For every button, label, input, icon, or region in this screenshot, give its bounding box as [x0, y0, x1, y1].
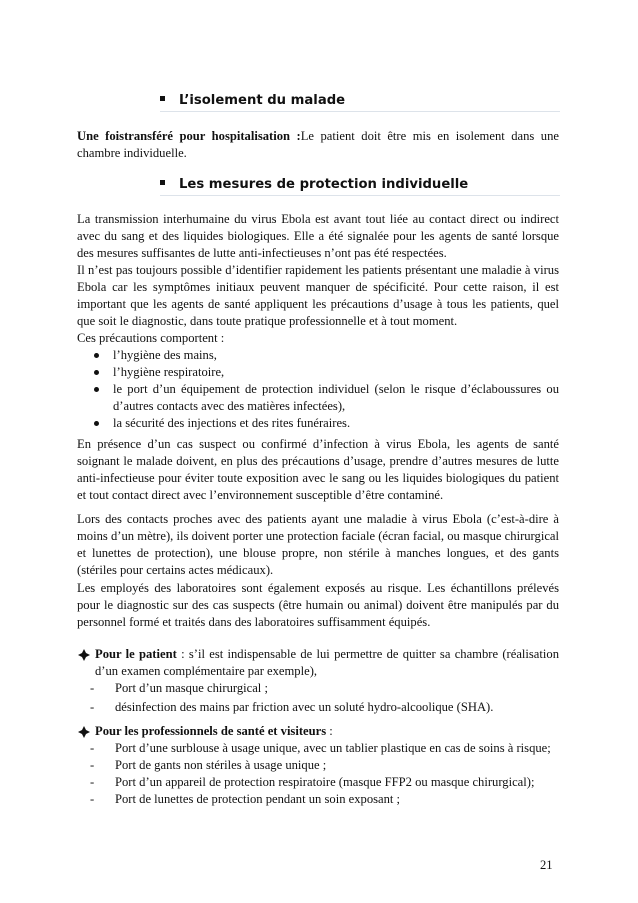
list-item: le port d’un équipement de protection individuel (selon le risque d’éclaboussures ou d’autres contacts avec des matières infectées), [77, 381, 559, 415]
list-item: l’hygiène respiratoire, [77, 364, 559, 381]
list-item: - Port d’un appareil de protection respiratoire (masque FFP2 ou masque chirurgical); [90, 775, 535, 789]
isolation-lead: Une foistransféré pour hospitalisation : [77, 129, 301, 143]
patient-text: : s’il est indispensable de lui permettre de quitter sa chambre (réalisation d’un examen complémentaire par exemple), [95, 647, 559, 678]
professionals-measures [95, 723, 559, 740]
list-item: - Port d’un masque chirurgical ; [90, 681, 268, 695]
list-item: - désinfection des mains par friction avec un soluté hydro-alcoolique (SHA). [90, 700, 494, 714]
bullet-icon [94, 421, 99, 426]
section-heading-isolation [160, 93, 560, 112]
patient-items-list [90, 680, 560, 716]
isolation-text: Le patient doit être mis en isolement dans une chambre individuelle. [77, 129, 559, 160]
protection-paragraph-5: Les employés des laboratoires sont également exposés au risque. Les échantillons prélevés pour le diagnostic sur des cas suspects (être humain ou animal) doivent être manipulés par du personnel formé et traités dans des laboratoires suffisamment équipés. [77, 581, 559, 629]
protection-paragraph-2: Il n’est pas toujours possible d’identifier rapidement les patients présentant une maladie à virus Ebola car les symptômes initiaux peuvent manquer de spécificité. Pour cette raison, il est important que les agents de santé appliquent les précautions d’usage à tous les patients, quel que soit le diagnostic, dans toute pratique professionnelle et à tout moment. [77, 263, 559, 328]
protection-paragraph-3: En présence d’un cas suspect ou confirmé d’infection à virus Ebola, les agents de santé soignant le malade doivent, en plus des précautions d’usage, prendre d’autres mesures de lutte anti-infectieuse pour éviter toute exposition avec le sang ou les liquides biologiques du patient et tout contact direct avec l’environnement susceptible d’être contaminé. [77, 437, 559, 502]
precautions-intro: Ces précautions comportent : [77, 331, 225, 345]
professionals-label: Pour les professionnels de santé et visiteurs [95, 724, 327, 738]
list-item: l’hygiène des mains, [77, 347, 559, 364]
professionals-items-list [90, 740, 560, 808]
square-bullet-icon [160, 180, 165, 185]
diamond-bullet-icon [78, 726, 90, 738]
page-number: 21 [540, 858, 553, 872]
diamond-bullet-icon [78, 649, 90, 661]
square-bullet-icon [160, 96, 165, 101]
isolation-paragraph [77, 128, 559, 162]
heading-text: L’isolement du malade [179, 93, 346, 108]
list-item: - Port de gants non stériles à usage unique ; [90, 758, 327, 772]
section-heading-protection [160, 177, 560, 196]
list-item: - Port de lunettes de protection pendant un soin exposant ; [90, 792, 401, 806]
list-item: la sécurité des injections et des rites funéraires. [77, 415, 559, 432]
precautions-list [77, 347, 559, 432]
bullet-icon [94, 370, 99, 375]
professionals-text: : [326, 724, 333, 738]
patient-measures [95, 646, 559, 680]
protection-paragraph-4: Lors des contacts proches avec des patients ayant une maladie à virus Ebola (c’est-à-dire à moins d’un mètre), ils doivent porter une protection faciale (écran facial, ou masque chirurgical et lunettes de protection), une blouse propre, non stérile à manches longues, et des gants (stériles pour certains actes médicaux). [77, 512, 559, 577]
bullet-icon [94, 353, 99, 358]
patient-label: Pour le patient [95, 647, 177, 661]
bullet-icon [94, 387, 99, 392]
list-item: - Port d’une surblouse à usage unique, avec un tablier plastique en cas de soins à risque; [90, 741, 551, 755]
protection-paragraph-1: La transmission interhumaine du virus Ebola est avant tout liée au contact direct ou indirect avec du sang et des liquides biologiques. Elle a été signalée pour les agents de santé lorsque des mesures suffisantes de lutte anti-infectieuses n’ont pas été respectées. [77, 212, 559, 260]
heading-text: Les mesures de protection individuelle [179, 177, 469, 192]
